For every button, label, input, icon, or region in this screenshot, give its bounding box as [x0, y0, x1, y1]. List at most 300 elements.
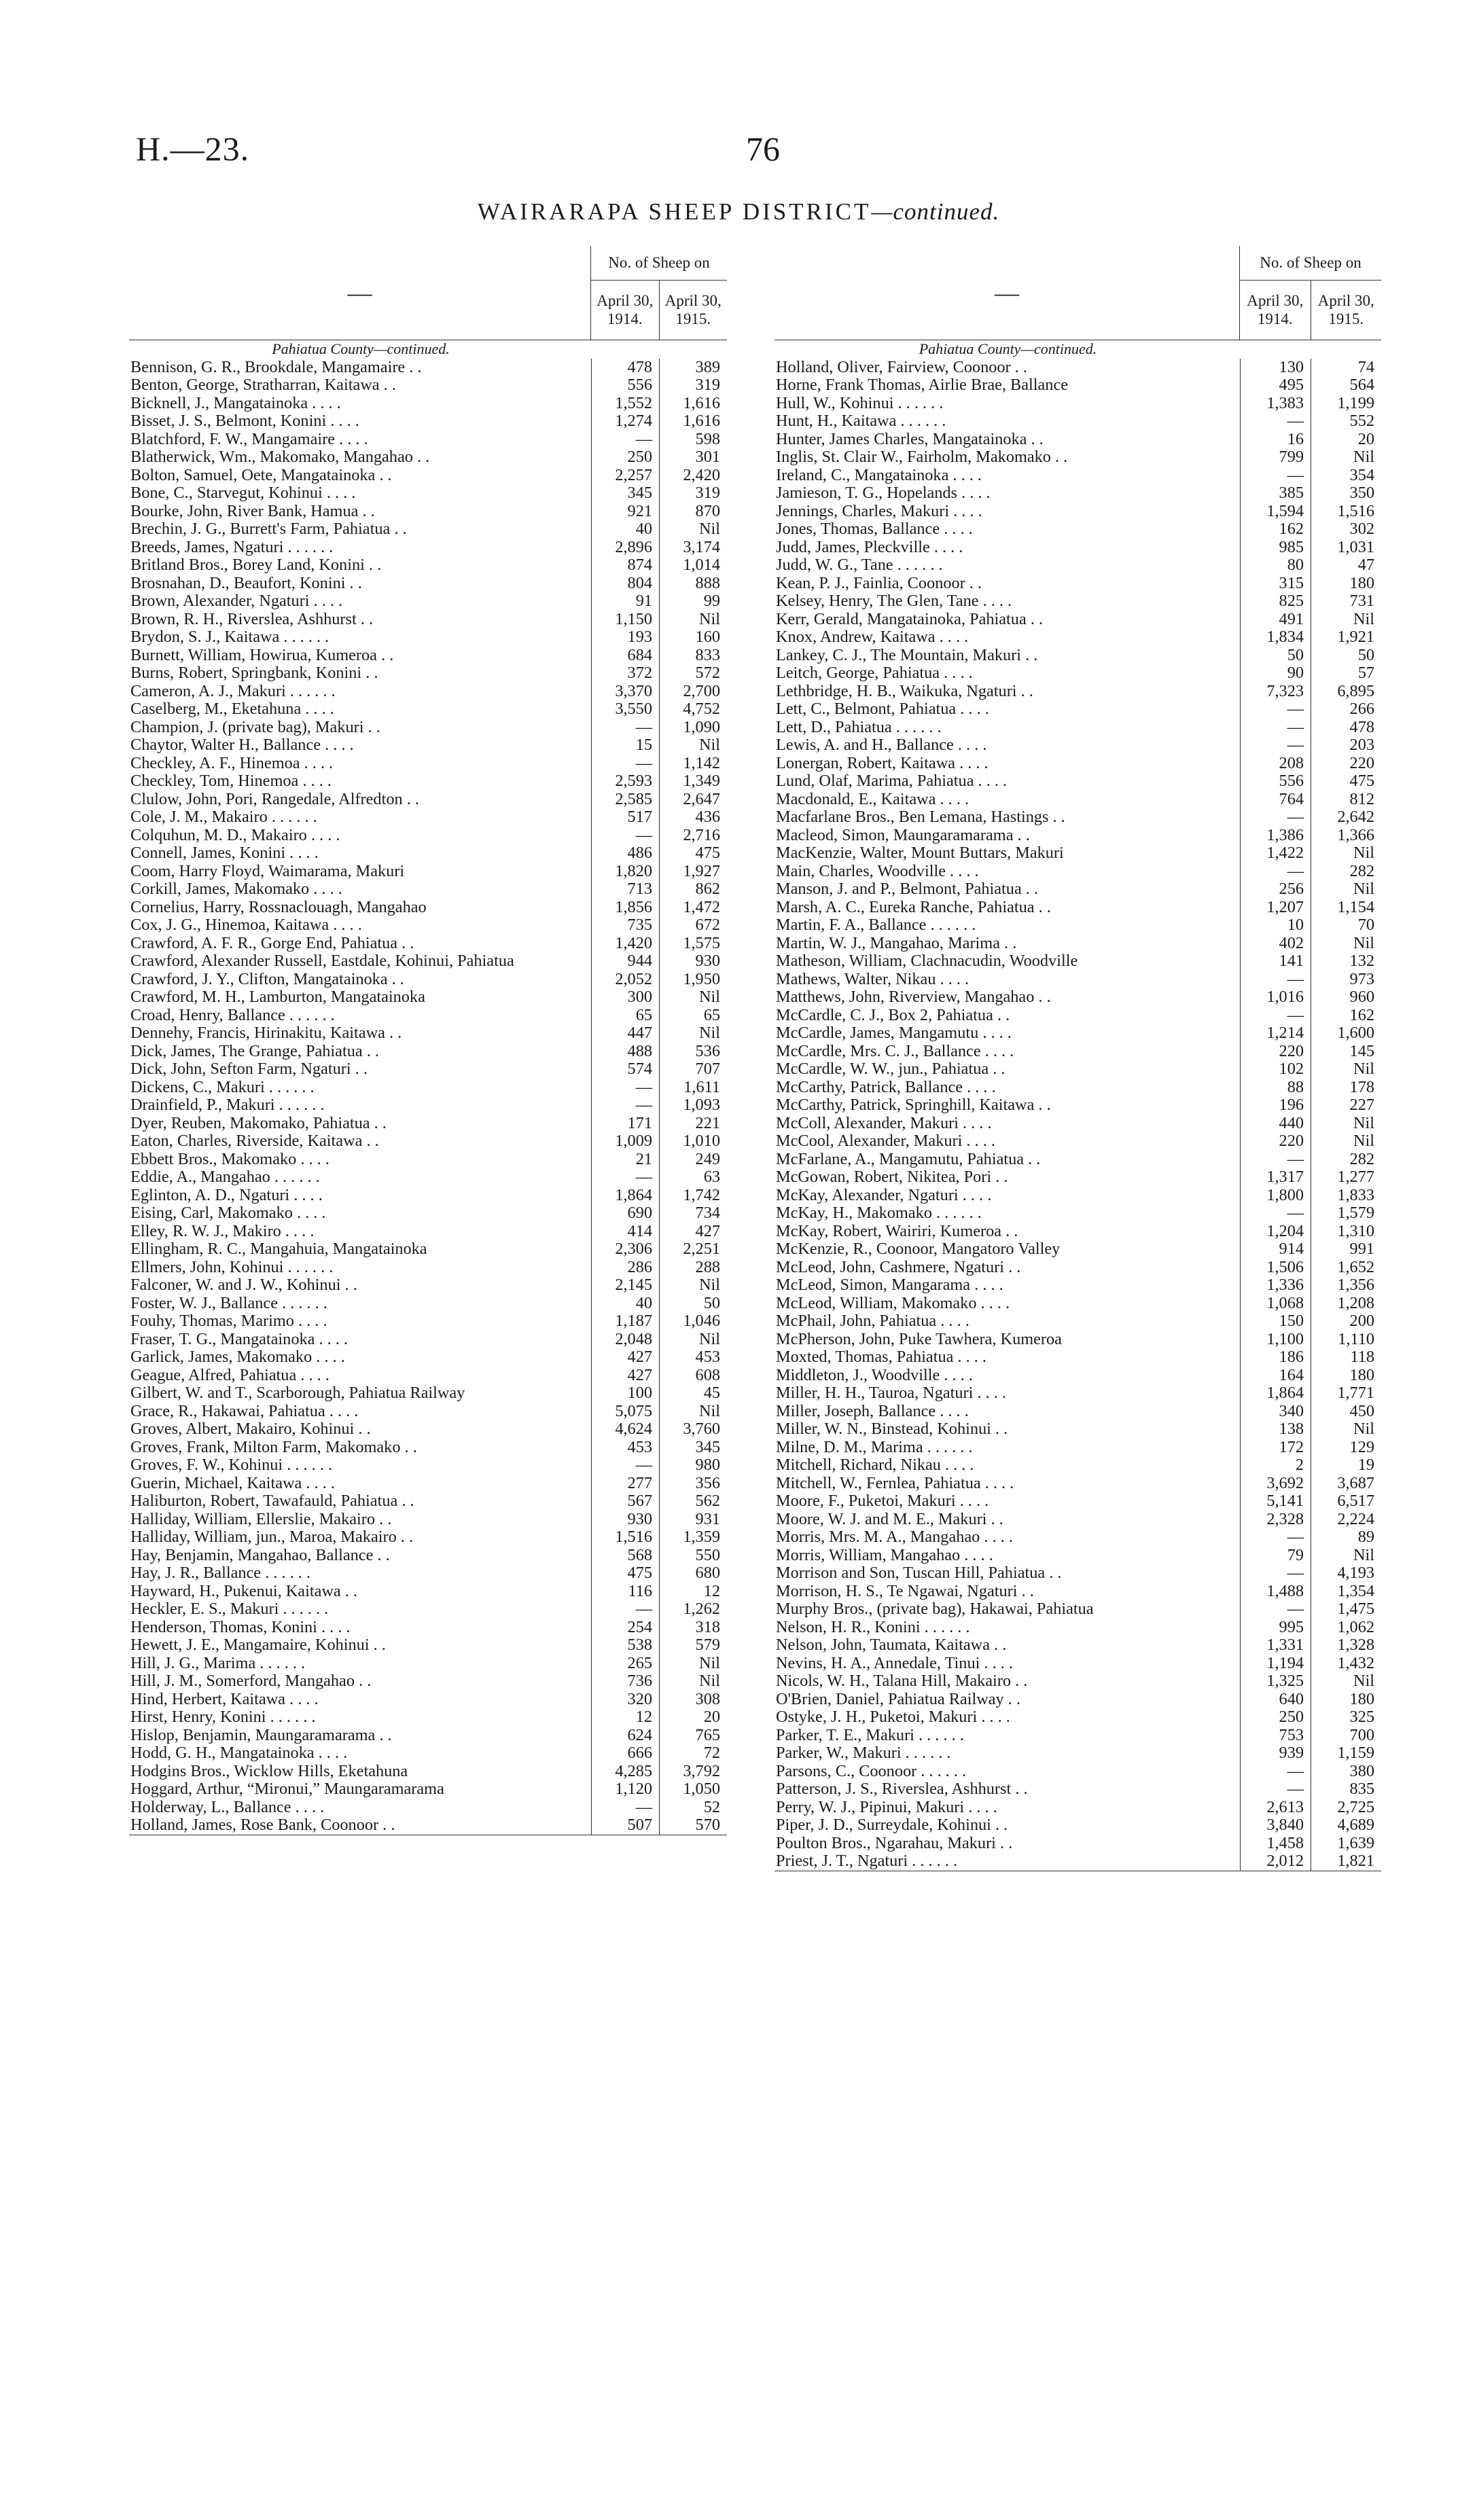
sheep-1914-cell: —	[1240, 736, 1311, 755]
owner-cell: McColl, Alexander, Makuri . . . .	[776, 1114, 992, 1132]
table-header	[775, 246, 1381, 340]
table-row	[775, 395, 1381, 413]
table-row	[129, 952, 727, 971]
owner-cell: Matheson, William, Clachnacudin, Woodville	[776, 952, 1078, 970]
year-1914-header: April 30, 1914.	[597, 292, 654, 327]
owner-cell: Macdonald, E., Kaitawa . . . .	[776, 790, 969, 808]
sheep-1914-cell: 16	[1240, 431, 1311, 449]
sheep-count-header	[1239, 246, 1381, 340]
sheep-1915-cell: 4,193	[1311, 1564, 1381, 1583]
sheep-1914-cell: 141	[1240, 952, 1311, 971]
owner-cell: Brechin, J. G., Burrett's Farm, Pahiatua . .	[130, 520, 407, 538]
owner-cell: Hunt, H., Kaitawa . . . . . .	[776, 412, 946, 430]
sheep-1915-cell: 389	[659, 359, 727, 377]
owner-cell: Moore, F., Puketoi, Makuri . . . .	[776, 1492, 989, 1510]
sheep-1914-cell: —	[591, 827, 659, 845]
sheep-1915-cell: 282	[1311, 863, 1381, 881]
sheep-1915-cell: 960	[1311, 988, 1381, 1007]
owner-cell: McPherson, John, Puke Tawhera, Kumeroa	[776, 1330, 1062, 1348]
sheep-1915-cell: 608	[659, 1367, 727, 1385]
sheep-1915-cell: 178	[1311, 1079, 1381, 1097]
owner-cell: Falconer, W. and J. W., Kohinui . .	[130, 1276, 357, 1294]
sheep-1914-cell: 690	[591, 1204, 659, 1223]
sheep-1914-cell: —	[1240, 467, 1311, 485]
sheep-1915-cell: Nil	[659, 1024, 727, 1043]
owner-cell: Cornelius, Harry, Rossnaclouagh, Mangahao	[130, 898, 427, 916]
table-row	[129, 1691, 727, 1709]
table-row	[129, 556, 727, 575]
sheep-1914-cell: 250	[1240, 1708, 1311, 1727]
sheep-1914-cell: 574	[591, 1060, 659, 1079]
sheep-1914-cell: 345	[591, 484, 659, 503]
sheep-1915-cell: 991	[1311, 1240, 1381, 1259]
sheep-1914-cell: 453	[591, 1439, 659, 1457]
table-row	[129, 611, 727, 629]
sheep-1915-cell: 1,262	[659, 1600, 727, 1619]
sheep-1914-cell: 80	[1240, 556, 1311, 575]
sheep-1915-cell: 180	[1311, 1691, 1381, 1709]
owner-cell: Guerin, Michael, Kaitawa . . . .	[130, 1474, 335, 1492]
sheep-1914-cell: 1,214	[1240, 1024, 1311, 1043]
table-row	[129, 664, 727, 683]
sheep-1914-cell: 150	[1240, 1312, 1311, 1331]
sheep-1915-cell: 680	[659, 1564, 727, 1583]
sheep-1915-cell: 536	[659, 1043, 727, 1061]
sheep-1914-cell: 5,141	[1240, 1492, 1311, 1511]
sheep-1914-cell: —	[1240, 1600, 1311, 1619]
sheep-1915-cell: 319	[659, 484, 727, 503]
owner-cell: McLeod, William, Makomako . . . .	[776, 1294, 1010, 1312]
sheep-1915-cell: 288	[659, 1259, 727, 1277]
table-row	[129, 935, 727, 953]
owner-cell: Macfarlane Bros., Ben Lemana, Hastings . .	[776, 808, 1065, 826]
owner-cell: Priest, J. T., Ngaturi . . . . . .	[776, 1852, 958, 1870]
sheep-1914-cell: —	[1240, 1763, 1311, 1781]
table-row	[775, 1727, 1381, 1745]
sheep-1914-cell: 1,207	[1240, 899, 1311, 917]
table-row	[775, 1384, 1381, 1403]
owner-cell: McKay, Alexander, Ngaturi . . . .	[776, 1186, 992, 1204]
sheep-1915-cell: Nil	[1311, 1672, 1381, 1691]
table-row	[129, 520, 727, 539]
table-row	[775, 1799, 1381, 1817]
sheep-1914-cell: 40	[591, 520, 659, 539]
table-row	[129, 1403, 727, 1421]
owner-cell: Blatherwick, Wm., Makomako, Mangahao . .	[130, 448, 430, 466]
owner-cell: Hunter, James Charles, Mangatainoka . .	[776, 430, 1044, 448]
sheep-1914-cell: —	[1240, 971, 1311, 989]
sheep-1914-cell: 315	[1240, 575, 1311, 593]
table-row	[775, 1492, 1381, 1511]
table-row	[129, 1708, 727, 1727]
sheep-1914-cell: 2,896	[591, 539, 659, 557]
table-row	[775, 1528, 1381, 1547]
owner-cell: Bennison, G. R., Brookdale, Mangamaire . .	[130, 358, 422, 376]
owner-cell: Mitchell, Richard, Nikau . . . .	[776, 1456, 974, 1474]
sheep-1915-cell: 2,642	[1311, 808, 1381, 827]
sheep-1915-cell: 89	[1311, 1528, 1381, 1547]
sheep-1915-cell: 1,516	[1311, 503, 1381, 521]
sheep-1914-cell: 1,458	[1240, 1835, 1311, 1853]
owner-cell: Mathews, Walter, Nikau . . . .	[776, 970, 969, 988]
table-row	[775, 1763, 1381, 1781]
table-row	[775, 1348, 1381, 1367]
table-row	[129, 1564, 727, 1583]
owner-cell: Crawford, A. F. R., Gorge End, Pahiatua . .	[130, 934, 414, 952]
owner-cell: Lonergan, Robert, Kaitawa . . . .	[776, 754, 989, 772]
sheep-1915-cell: 1,950	[659, 971, 727, 989]
table-row	[775, 1420, 1381, 1439]
sheep-1914-cell: 2	[1240, 1456, 1311, 1475]
table-row	[775, 431, 1381, 449]
owner-cell: Lett, C., Belmont, Pahiatua . . . .	[776, 700, 989, 718]
sheep-1915-cell: 888	[659, 575, 727, 593]
owner-cell: Hirst, Henry, Konini . . . . . .	[130, 1708, 316, 1726]
sheep-1915-cell: 1,050	[659, 1780, 727, 1799]
owner-cell: Parsons, C., Coonoor . . . . . .	[776, 1762, 967, 1780]
sheep-1915-cell: 765	[659, 1727, 727, 1745]
table-row	[129, 791, 727, 809]
sheep-1914-cell: 556	[1240, 772, 1311, 791]
owner-cell: Benton, George, Stratharran, Kaitawa . .	[130, 376, 396, 394]
sheep-count-header	[590, 246, 727, 340]
sheep-1915-cell: 550	[659, 1547, 727, 1565]
sheep-1914-cell: —	[591, 431, 659, 449]
sheep-1914-cell: 1,386	[1240, 827, 1311, 845]
owner-cell: Holland, Oliver, Fairview, Coonoor . .	[776, 358, 1027, 376]
sheep-1915-cell: 356	[659, 1475, 727, 1493]
owner-cell: Lethbridge, H. B., Waikuka, Ngaturi . .	[776, 682, 1033, 700]
table-row	[129, 1492, 727, 1511]
owner-cell: Clulow, John, Pori, Rangedale, Alfredton . .	[130, 790, 419, 808]
sheep-1914-cell: 1,383	[1240, 395, 1311, 413]
owner-cell: Burnett, William, Howirua, Kumeroa . .	[130, 646, 394, 664]
table-row	[129, 628, 727, 647]
table-body	[129, 340, 727, 1835]
table-row	[129, 376, 727, 395]
sheep-1915-cell: 1,927	[659, 863, 727, 881]
owner-cell: Fouhy, Thomas, Marimo . . . .	[130, 1312, 327, 1330]
sheep-1915-cell: 99	[659, 592, 727, 611]
table-row	[129, 1151, 727, 1169]
sheep-1915-cell: 1,611	[659, 1079, 727, 1097]
sheep-1915-cell: 450	[1311, 1403, 1381, 1421]
table-row	[129, 412, 727, 431]
owner-cell: Dickens, C., Makuri . . . . . .	[130, 1078, 315, 1096]
table-row	[775, 575, 1381, 593]
sheep-1914-cell: 1,274	[591, 412, 659, 431]
sheep-1915-cell: 221	[659, 1115, 727, 1133]
sheep-1914-cell: 414	[591, 1223, 659, 1241]
sheep-1915-cell: 325	[1311, 1708, 1381, 1727]
sheep-1914-cell: 265	[591, 1655, 659, 1673]
owner-cell: Bisset, J. S., Belmont, Konini . . . .	[130, 412, 359, 430]
table-row	[775, 1276, 1381, 1295]
section-heading-row	[775, 340, 1381, 359]
sheep-1915-cell: Nil	[1311, 1420, 1381, 1439]
sheep-1915-cell: 564	[1311, 376, 1381, 395]
owner-cell: Morrison and Son, Tuscan Hill, Pahiatua . .	[776, 1564, 1062, 1582]
sheep-1914-cell: —	[1240, 412, 1311, 431]
sheep-1914-cell: 10	[1240, 916, 1311, 935]
sheep-1914-cell: —	[1240, 1564, 1311, 1583]
table-row	[129, 1079, 727, 1097]
sheep-1914-cell: —	[591, 1168, 659, 1187]
owner-cell: Poulton Bros., Ngarahau, Makuri . .	[776, 1834, 1013, 1852]
sheep-1915-cell: 129	[1311, 1439, 1381, 1457]
owner-cell: Ellmers, John, Kohinui . . . . . .	[130, 1258, 334, 1276]
owner-cell: Ostyke, J. H., Puketoi, Makuri . . . .	[776, 1708, 1010, 1726]
year-1915-header: April 30, 1915.	[659, 281, 728, 340]
owner-cell: Eglinton, A. D., Ngaturi . . . .	[130, 1186, 323, 1204]
sheep-1915-cell: 931	[659, 1511, 727, 1529]
table-row	[775, 592, 1381, 611]
owner-cell: Jennings, Charles, Makuri . . . .	[776, 502, 982, 520]
sheep-1914-cell: 402	[1240, 935, 1311, 953]
sheep-1915-cell: 552	[1311, 412, 1381, 431]
owner-cell: Connell, James, Konini . . . .	[130, 844, 319, 862]
table-row	[129, 971, 727, 989]
sheep-1915-cell: 3,792	[659, 1763, 727, 1781]
table-row	[129, 431, 727, 449]
sheep-1914-cell: 4,624	[591, 1420, 659, 1439]
sheep-1914-cell: 2,585	[591, 791, 659, 809]
table-row	[129, 844, 727, 863]
sheep-1914-cell: 2,593	[591, 772, 659, 791]
sheep-1915-cell: 132	[1311, 952, 1381, 971]
owner-cell: Martin, W. J., Mangahao, Marima . .	[776, 934, 1017, 952]
sheep-1915-cell: 1,349	[659, 772, 727, 791]
sheep-1914-cell: —	[1240, 863, 1311, 881]
owner-cell: Ebbett Bros., Makomako . . . .	[130, 1150, 330, 1168]
owner-cell: Heckler, E. S., Makuri . . . . . .	[130, 1600, 329, 1618]
owner-cell: Crawford, Alexander Russell, Eastdale, Kohinui, Pahiatua	[130, 952, 514, 970]
owner-cell: Breeds, James, Ngaturi . . . . . .	[130, 538, 334, 556]
sheep-1914-cell: 130	[1240, 359, 1311, 377]
district-title	[0, 198, 1477, 226]
sheep-1914-cell: 1,194	[1240, 1655, 1311, 1673]
sheep-1914-cell: 1,516	[591, 1528, 659, 1547]
sheep-1915-cell: 1,472	[659, 899, 727, 917]
sheep-1914-cell: 220	[1240, 1132, 1311, 1151]
owner-cell: Brown, R. H., Riverslea, Ashhurst . .	[130, 610, 374, 628]
owner-cell: Dennehy, Francis, Hirinakitu, Kaitawa . .	[130, 1024, 402, 1042]
table-row	[129, 503, 727, 521]
sheep-1915-cell: 19	[1311, 1456, 1381, 1475]
sheep-1915-cell: 227	[1311, 1096, 1381, 1115]
sheep-1914-cell: 50	[1240, 647, 1311, 665]
sheep-1915-cell: 1,432	[1311, 1655, 1381, 1673]
sheep-1915-cell: 1,154	[1311, 899, 1381, 917]
owner-cell: Patterson, J. S., Riverslea, Ashhurst . .	[776, 1780, 1028, 1798]
table-row	[775, 1060, 1381, 1079]
sheep-1915-cell: 478	[1311, 719, 1381, 737]
sheep-1914-cell: 1,016	[1240, 988, 1311, 1007]
owner-cell: Cole, J. M., Makairo . . . . . .	[130, 808, 317, 826]
owner-cell: Dick, James, The Grange, Pahiatua . .	[130, 1042, 379, 1060]
sheep-1914-cell: —	[591, 1456, 659, 1475]
sheep-1914-cell: 491	[1240, 611, 1311, 629]
table-row	[775, 935, 1381, 953]
owner-cell: Milne, D. M., Marima . . . . . .	[776, 1438, 973, 1456]
table-row	[129, 772, 727, 791]
year-1914-header: April 30, 1914.	[1247, 292, 1304, 327]
owner-cell: Dick, John, Sefton Farm, Ngaturi . .	[130, 1060, 368, 1078]
sheep-1915-cell: Nil	[1311, 1547, 1381, 1565]
sheep-1915-cell: 63	[659, 1168, 727, 1187]
table-row	[775, 1187, 1381, 1205]
sheep-1914-cell: —	[591, 755, 659, 773]
table-row	[775, 844, 1381, 863]
sheep-1914-cell: 567	[591, 1492, 659, 1511]
table-row	[775, 1619, 1381, 1637]
sheep-1914-cell: 735	[591, 916, 659, 935]
sheep-1915-cell: Nil	[1311, 1060, 1381, 1079]
table-row	[129, 1636, 727, 1655]
table-row	[775, 719, 1381, 737]
sheep-1914-cell: 3,550	[591, 700, 659, 719]
owner-cell: Parker, T. E., Makuri . . . . . .	[776, 1726, 964, 1744]
sheep-1914-cell: 88	[1240, 1079, 1311, 1097]
table-row	[129, 899, 727, 917]
sheep-1915-cell: 1,031	[1311, 539, 1381, 557]
owner-cell: McKay, Robert, Wairiri, Kumeroa . .	[776, 1222, 1018, 1240]
owner-cell: Grace, R., Hakawai, Pahiatua . . . .	[130, 1402, 359, 1420]
table-row	[775, 1151, 1381, 1169]
owner-cell: Hay, J. R., Ballance . . . . . .	[130, 1564, 310, 1582]
table-row	[775, 880, 1381, 899]
sheep-1914-cell: 440	[1240, 1115, 1311, 1133]
left-table	[129, 246, 727, 1835]
sheep-1914-cell: 172	[1240, 1439, 1311, 1457]
sheep-1914-cell: 713	[591, 880, 659, 899]
table-row	[129, 719, 727, 737]
sheep-1914-cell: 486	[591, 844, 659, 863]
sheep-1914-cell: 21	[591, 1151, 659, 1169]
owner-cell: Brown, Alexander, Ngaturi . . . .	[130, 592, 343, 610]
sheep-1914-cell: 2,328	[1240, 1511, 1311, 1529]
table-row	[775, 863, 1381, 881]
sheep-1914-cell: —	[591, 1600, 659, 1619]
table-row	[775, 1780, 1381, 1799]
table-row	[129, 1780, 727, 1799]
sheep-1915-cell: 2,700	[659, 683, 727, 701]
sheep-1915-cell: Nil	[1311, 1132, 1381, 1151]
owner-cell: Miller, H. H., Tauroa, Ngaturi . . . .	[776, 1384, 1006, 1402]
sheep-1915-cell: 734	[659, 1204, 727, 1223]
sheep-1915-cell: 1,366	[1311, 827, 1381, 845]
table-row	[775, 1672, 1381, 1691]
owner-cell: Hull, W., Kohinui . . . . . .	[776, 394, 944, 412]
sheep-1914-cell: —	[1240, 719, 1311, 737]
sheep-1914-cell: 495	[1240, 376, 1311, 395]
table-row	[129, 1475, 727, 1493]
owner-cell: Bone, C., Starvegut, Kohinui . . . .	[130, 484, 356, 502]
sheep-1915-cell: Nil	[1311, 448, 1381, 467]
group-header: No. of Sheep on	[1240, 246, 1381, 281]
sheep-1914-cell: 2,613	[1240, 1799, 1311, 1817]
owner-cell: McCardle, W. W., jun., Pahiatua . .	[776, 1060, 1006, 1078]
owner-cell: Piper, J. D., Surreydale, Kohinui . .	[776, 1816, 1008, 1834]
sheep-1915-cell: 598	[659, 431, 727, 449]
owner-cell: Brydon, S. J., Kaitawa . . . . . .	[130, 628, 330, 646]
owner-cell: Champion, J. (private bag), Makuri . .	[130, 718, 380, 736]
sheep-1915-cell: 70	[1311, 916, 1381, 935]
table-row	[775, 1295, 1381, 1313]
sheep-1915-cell: Nil	[1311, 880, 1381, 899]
owner-cell: Judd, James, Pleckville . . . .	[776, 538, 963, 556]
sheep-1914-cell: 753	[1240, 1727, 1311, 1745]
table-row	[129, 647, 727, 665]
table-row	[129, 448, 727, 467]
sheep-1915-cell: 812	[1311, 791, 1381, 809]
table-row	[775, 755, 1381, 773]
right-table	[775, 246, 1381, 1871]
owner-cell: Hewett, J. E., Mangamaire, Kohinui . .	[130, 1636, 386, 1654]
table-row	[775, 1115, 1381, 1133]
sheep-1914-cell: 256	[1240, 880, 1311, 899]
name-column-header: —	[995, 279, 1019, 306]
table-row	[775, 1132, 1381, 1151]
sheep-1914-cell: 1,864	[591, 1187, 659, 1205]
table-row	[775, 1456, 1381, 1475]
sheep-1914-cell: 1,422	[1240, 844, 1311, 863]
sheep-1914-cell: 286	[591, 1259, 659, 1277]
table-row	[129, 467, 727, 485]
table-row	[129, 1420, 727, 1439]
sheep-1914-cell: —	[591, 1799, 659, 1817]
sheep-1914-cell: 666	[591, 1744, 659, 1763]
sheep-1914-cell: 1,864	[1240, 1384, 1311, 1403]
table-row	[775, 1259, 1381, 1277]
table-row	[129, 1763, 727, 1781]
sheep-1914-cell: 3,692	[1240, 1475, 1311, 1493]
sheep-1914-cell: 921	[591, 503, 659, 521]
table-row	[775, 1204, 1381, 1223]
year-1915-header: April 30, 1915.	[1311, 281, 1382, 340]
sheep-1915-cell: 354	[1311, 467, 1381, 485]
sheep-1915-cell: Nil	[659, 611, 727, 629]
owner-cell: Morris, William, Mangahao . . . .	[776, 1546, 993, 1564]
section-heading-text: Pahiatua County—continued.	[272, 340, 450, 357]
table-row	[775, 1367, 1381, 1385]
sheep-1914-cell: —	[1240, 1204, 1311, 1223]
table-row	[775, 628, 1381, 647]
owner-cell: McKenzie, R., Coonoor, Mangatoro Valley	[776, 1240, 1061, 1258]
sheep-1915-cell: 1,208	[1311, 1295, 1381, 1313]
table-row	[129, 683, 727, 701]
owner-cell: Hayward, H., Pukenui, Kaitawa . .	[130, 1582, 357, 1600]
owner-cell: Lewis, A. and H., Ballance . . . .	[776, 736, 987, 754]
table-row	[775, 1331, 1381, 1349]
sheep-1914-cell: 1,204	[1240, 1223, 1311, 1241]
sheep-1914-cell: 804	[591, 575, 659, 593]
sheep-1915-cell: 200	[1311, 1312, 1381, 1331]
owner-cell: Chaytor, Walter H., Ballance . . . .	[130, 736, 354, 754]
sheep-1915-cell: 203	[1311, 736, 1381, 755]
owner-cell: Manson, J. and P., Belmont, Pahiatua . .	[776, 880, 1039, 898]
owner-cell: Main, Charles, Woodville . . . .	[776, 862, 979, 880]
section-heading-text: Pahiatua County—continued.	[919, 340, 1097, 357]
sheep-1915-cell: Nil	[1311, 844, 1381, 863]
owner-cell: Holland, James, Rose Bank, Coonoor . .	[130, 1816, 395, 1834]
owner-cell: Miller, W. N., Binstead, Kohinui . .	[776, 1420, 1008, 1438]
sheep-1914-cell: 162	[1240, 520, 1311, 539]
table-row	[129, 1367, 727, 1385]
owner-cell: Mitchell, W., Fernlea, Pahiatua . . . .	[776, 1474, 1014, 1492]
table-row	[129, 1439, 727, 1457]
owner-cell: Nelson, H. R., Konini . . . . . .	[776, 1618, 970, 1636]
